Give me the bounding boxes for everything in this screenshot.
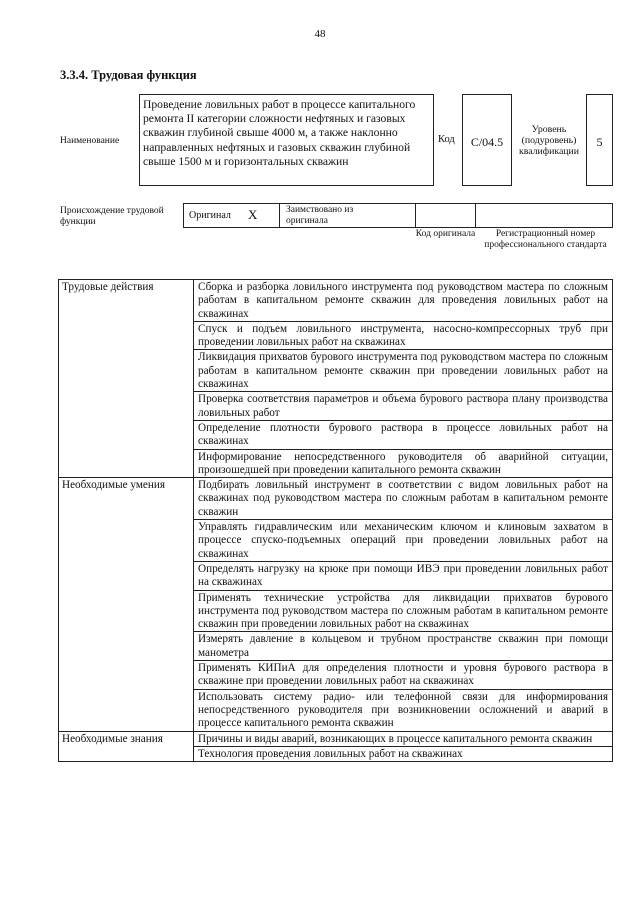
page-number: 48: [314, 28, 326, 40]
name-label: Наименование: [60, 136, 120, 146]
origin-label: Происхождение трудовой функции: [60, 206, 164, 227]
item-cell: Сборка и разборка ловильного инструмента под руководством мастера по сложным работам в капитальном ремонте скважин для проведения ловильных работ на скважинах: [194, 280, 613, 322]
item-cell: Информирование непосредственного руководителя об аварийной ситуации, произошедшей при проведении капитального ремонта скважин: [194, 449, 613, 478]
code-value: C/04.5: [470, 135, 504, 149]
item-cell: Определение плотности бурового раствора в процессе ловильных работ на скважинах: [194, 420, 613, 449]
item-cell: Определять нагрузку на крюке при помощи ИВЭ при проведении ловильных работ на скважинах: [194, 561, 613, 590]
item-cell: Спуск и подъем ловильного инструмента, насосно-компрессорных труб при проведении ловильных работ на скважинах: [194, 321, 613, 350]
function-name: Проведение ловильных работ в процессе капитального ремонта II категории сложности нефтяных и газовых скважин глубиной свыше 4000 м, а также наклонно направленных нефтяных и газовых скважин глубиной свыше 1500 м и горизонтальных скважин: [143, 98, 416, 168]
code-original-label: Код оригинала: [415, 229, 476, 239]
item-cell: Применять технические устройства для ликвидации прихватов бурового инструмента под руководством мастера по сложным работам в капитальном ремонте скважин при проведении ловильных работ на скважинах: [194, 590, 613, 632]
level-label: Уровень (подуровень) квалификации: [518, 124, 580, 157]
item-cell: Использовать систему радио- или телефонной связи для информирования непосредственного руководителя при возникновении осложнений и аварий в процессе капитального ремонта скважин: [194, 689, 613, 731]
item-cell: Проверка соответствия параметров и объема бурового раствора плану производства ловильных работ: [194, 392, 613, 421]
original-cell: [183, 203, 280, 228]
reg-number-cell: [475, 203, 613, 228]
category-cell: Необходимые умения: [59, 478, 194, 731]
category-cell: Необходимые знания: [59, 731, 194, 762]
level-value: 5: [596, 135, 603, 149]
level-box: [586, 94, 613, 186]
code-original-cell: [415, 203, 476, 228]
item-cell: Причины и виды аварий, возникающих в процессе капитального ремонта скважин: [194, 731, 613, 746]
borrowed-cell: [279, 203, 416, 228]
category-cell: Трудовые действия: [59, 280, 194, 478]
code-box: [462, 94, 512, 186]
item-cell: Управлять гидравлическим или механическим ключом и клиновым захватом в процессе спуско-подъемных операций при проведении ловильных работ на скважинах: [194, 520, 613, 562]
original-label: Оригинал: [189, 210, 231, 221]
code-label: Код: [438, 134, 455, 145]
reg-number-label: Регистрационный номер профессионального стандарта: [484, 229, 607, 250]
item-cell: Технология проведения ловильных работ на скважинах: [194, 746, 613, 761]
borrowed-label: Заимствовано из оригинала: [286, 205, 354, 226]
function-name-box: [139, 94, 434, 186]
item-cell: Применять КИПиА для определения плотности и уровня бурового раствора в скважине при проведении ловильных работ на скважинах: [194, 661, 613, 690]
table-row: [59, 731, 613, 746]
table-row: [59, 280, 613, 322]
item-cell: Ликвидация прихватов бурового инструмента под руководством мастера по сложным работам в капитальном ремонте скважин при проведении ловильных работ на скважинах: [194, 350, 613, 392]
table-row: [59, 478, 613, 520]
function-table: [58, 279, 613, 762]
item-cell: Измерять давление в кольцевом и трубном пространстве скважин при помощи манометра: [194, 632, 613, 661]
original-mark: X: [248, 207, 258, 222]
item-cell: Подбирать ловильный инструмент в соответствии с видом ловильных работ на скважинах под руководством мастера по сложным работам в капитальном ремонте скважин: [194, 478, 613, 520]
section-title: 3.3.4. Трудовая функция: [60, 68, 197, 82]
